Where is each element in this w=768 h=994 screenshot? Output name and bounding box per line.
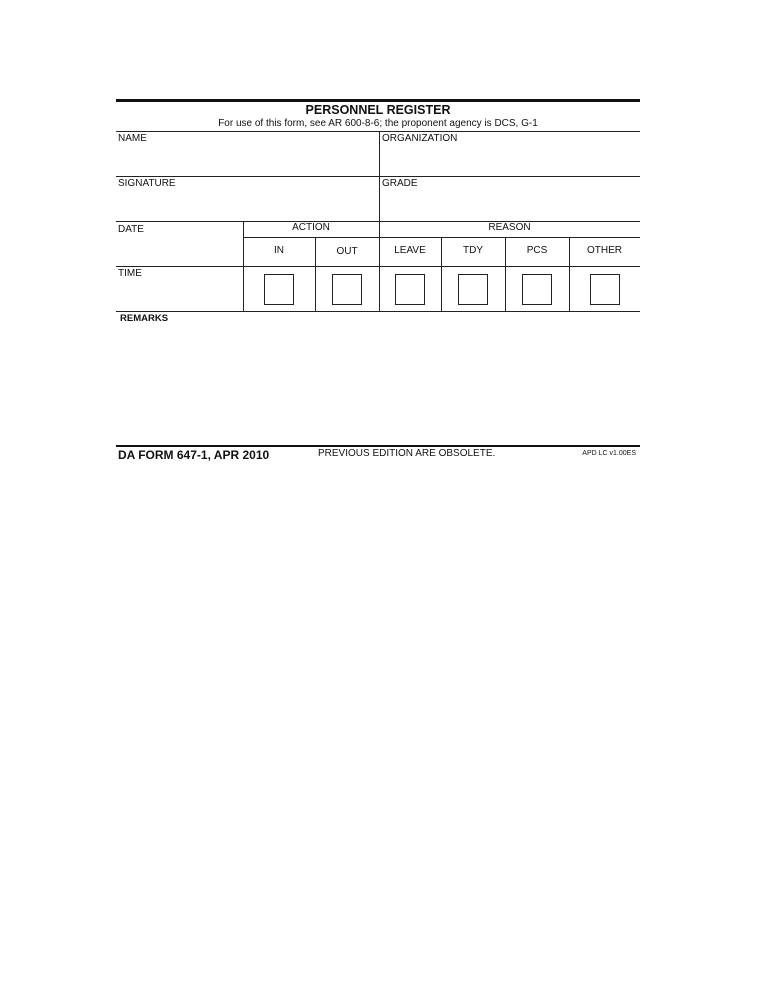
signature-label: SIGNATURE <box>118 178 176 189</box>
name-label: NAME <box>118 133 147 144</box>
in-checkbox[interactable] <box>264 274 294 305</box>
name-field[interactable] <box>116 132 379 176</box>
action-header: ACTION <box>292 222 330 233</box>
form-title: PERSONNEL REGISTER <box>305 103 451 117</box>
form-id: DA FORM 647-1, APR 2010 <box>118 448 270 462</box>
edition-note: PREVIOUS EDITION ARE OBSOLETE. <box>318 448 496 459</box>
action-in-label: IN <box>274 245 284 256</box>
time-label: TIME <box>118 268 142 279</box>
other-checkbox[interactable] <box>590 274 620 305</box>
out-checkbox[interactable] <box>332 274 362 305</box>
time-field[interactable] <box>116 267 243 311</box>
tdy-checkbox[interactable] <box>458 274 488 305</box>
pcs-checkbox[interactable] <box>522 274 552 305</box>
top-rule <box>116 99 640 102</box>
grade-field[interactable] <box>380 177 640 221</box>
remarks-label: REMARKS <box>120 313 169 324</box>
reason-pcs-label: PCS <box>526 245 548 256</box>
organization-label: ORGANIZATION <box>382 133 458 144</box>
date-field[interactable] <box>116 222 243 266</box>
date-label: DATE <box>118 224 144 235</box>
grade-label: GRADE <box>382 178 418 189</box>
remarks-field[interactable] <box>116 312 640 444</box>
action-out-label: OUT <box>336 246 358 257</box>
leave-checkbox[interactable] <box>395 274 425 305</box>
divider <box>243 221 244 311</box>
version-label: APD LC v1.00ES <box>582 450 636 457</box>
bottom-rule <box>116 445 640 447</box>
reason-tdy-label: TDY <box>463 245 483 256</box>
reason-other-label: OTHER <box>587 245 622 256</box>
signature-field[interactable] <box>116 177 379 221</box>
reason-leave-label: LEAVE <box>394 245 426 256</box>
organization-field[interactable] <box>380 132 640 176</box>
reason-header: REASON <box>488 222 531 233</box>
form-subtitle: For use of this form, see AR 600-8-6; the proponent agency is DCS, G-1 <box>218 118 538 129</box>
